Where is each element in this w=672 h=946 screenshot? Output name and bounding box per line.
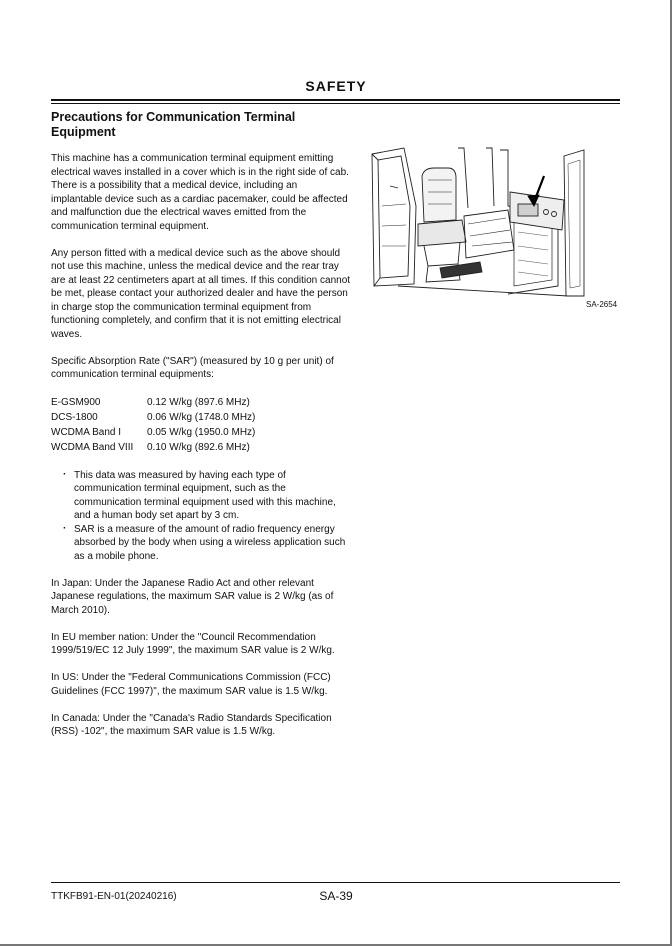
sar-device: WCDMA Band I <box>51 427 122 438</box>
eu-paragraph: In EU member nation: Under the "Council Recommendation 1999/519/EC 12 July 1999", the maximum SAR value is 2 W/kg. <box>51 631 335 656</box>
notes-list <box>51 469 351 564</box>
body-text <box>51 152 351 752</box>
header-rule-thin <box>51 103 620 104</box>
cab-illustration <box>368 146 590 298</box>
page-title: SAFETY <box>305 78 367 94</box>
intro-paragraph: This machine has a communication terminal equipment emitting electrical waves installed in a cover which is in the right side of cab. There is a possibility that a medical device, including an implantable device such as a cardiac pacemaker, could be affected and malfunction due the electrical waves emitted from the communication terminal equipment. <box>51 153 349 232</box>
section-title: Precautions for Communication Terminal Equipment <box>51 110 296 139</box>
list-item: · SAR is a measure of the amount of radio frequency energy absorbed by the body when using a wireless application such as a mobile phone. <box>63 523 351 564</box>
list-item: · This data was measured by having each type of communication terminal equipment, such as the communication terminal equipment used with this machine, and a human body set apart by 3 cm. <box>63 469 351 523</box>
canada-paragraph: In Canada: Under the "Canada's Radio Standards Specification (RSS) -102", the maximum SAR value is 1.5 W/kg. <box>51 712 332 737</box>
us-paragraph: In US: Under the "Federal Communications Commission (FCC) Guidelines (FCC 1997)", the maximum SAR value is 1.5 W/kg. <box>51 672 331 697</box>
sar-device: E-GSM900 <box>51 397 101 408</box>
table-row <box>51 440 255 455</box>
sar-device: WCDMA Band VIII <box>51 442 134 453</box>
page-number: SA-39 <box>319 889 353 903</box>
footer-rule <box>51 882 620 883</box>
sar-value: 0.12 W/kg (897.6 MHz) <box>147 397 250 408</box>
sar-intro-paragraph: Specific Absorption Rate ("SAR") (measured by 10 g per unit) of communication terminal equipments: <box>51 355 334 380</box>
sar-device: DCS-1800 <box>51 412 98 423</box>
table-row <box>51 425 255 440</box>
warning-paragraph: Any person fitted with a medical device such as the above should not use this machine, unless the medical device and the rear tray are at least 22 centimeters apart at all times. If this condition cannot be met, please contact your authorized dealer and have the person in charge stop the communication terminal equipment from functioning completely, and confirm that it is not emitting electrical waves. <box>51 247 351 340</box>
sar-table <box>51 395 255 455</box>
header-rule-thick <box>51 99 620 101</box>
document-code: TTKFB91-EN-01(20240216) <box>51 891 177 902</box>
table-row <box>51 395 255 410</box>
figure-caption: SA-2654 <box>586 300 618 309</box>
japan-paragraph: In Japan: Under the Japanese Radio Act and other relevant Japanese regulations, the maximum SAR value is 2 W/kg (as of March 2010). <box>51 577 334 616</box>
table-row <box>51 410 255 425</box>
sar-value: 0.05 W/kg (1950.0 MHz) <box>147 427 256 438</box>
sar-value: 0.06 W/kg (1748.0 MHz) <box>147 412 256 423</box>
sar-value: 0.10 W/kg (892.6 MHz) <box>147 442 250 453</box>
